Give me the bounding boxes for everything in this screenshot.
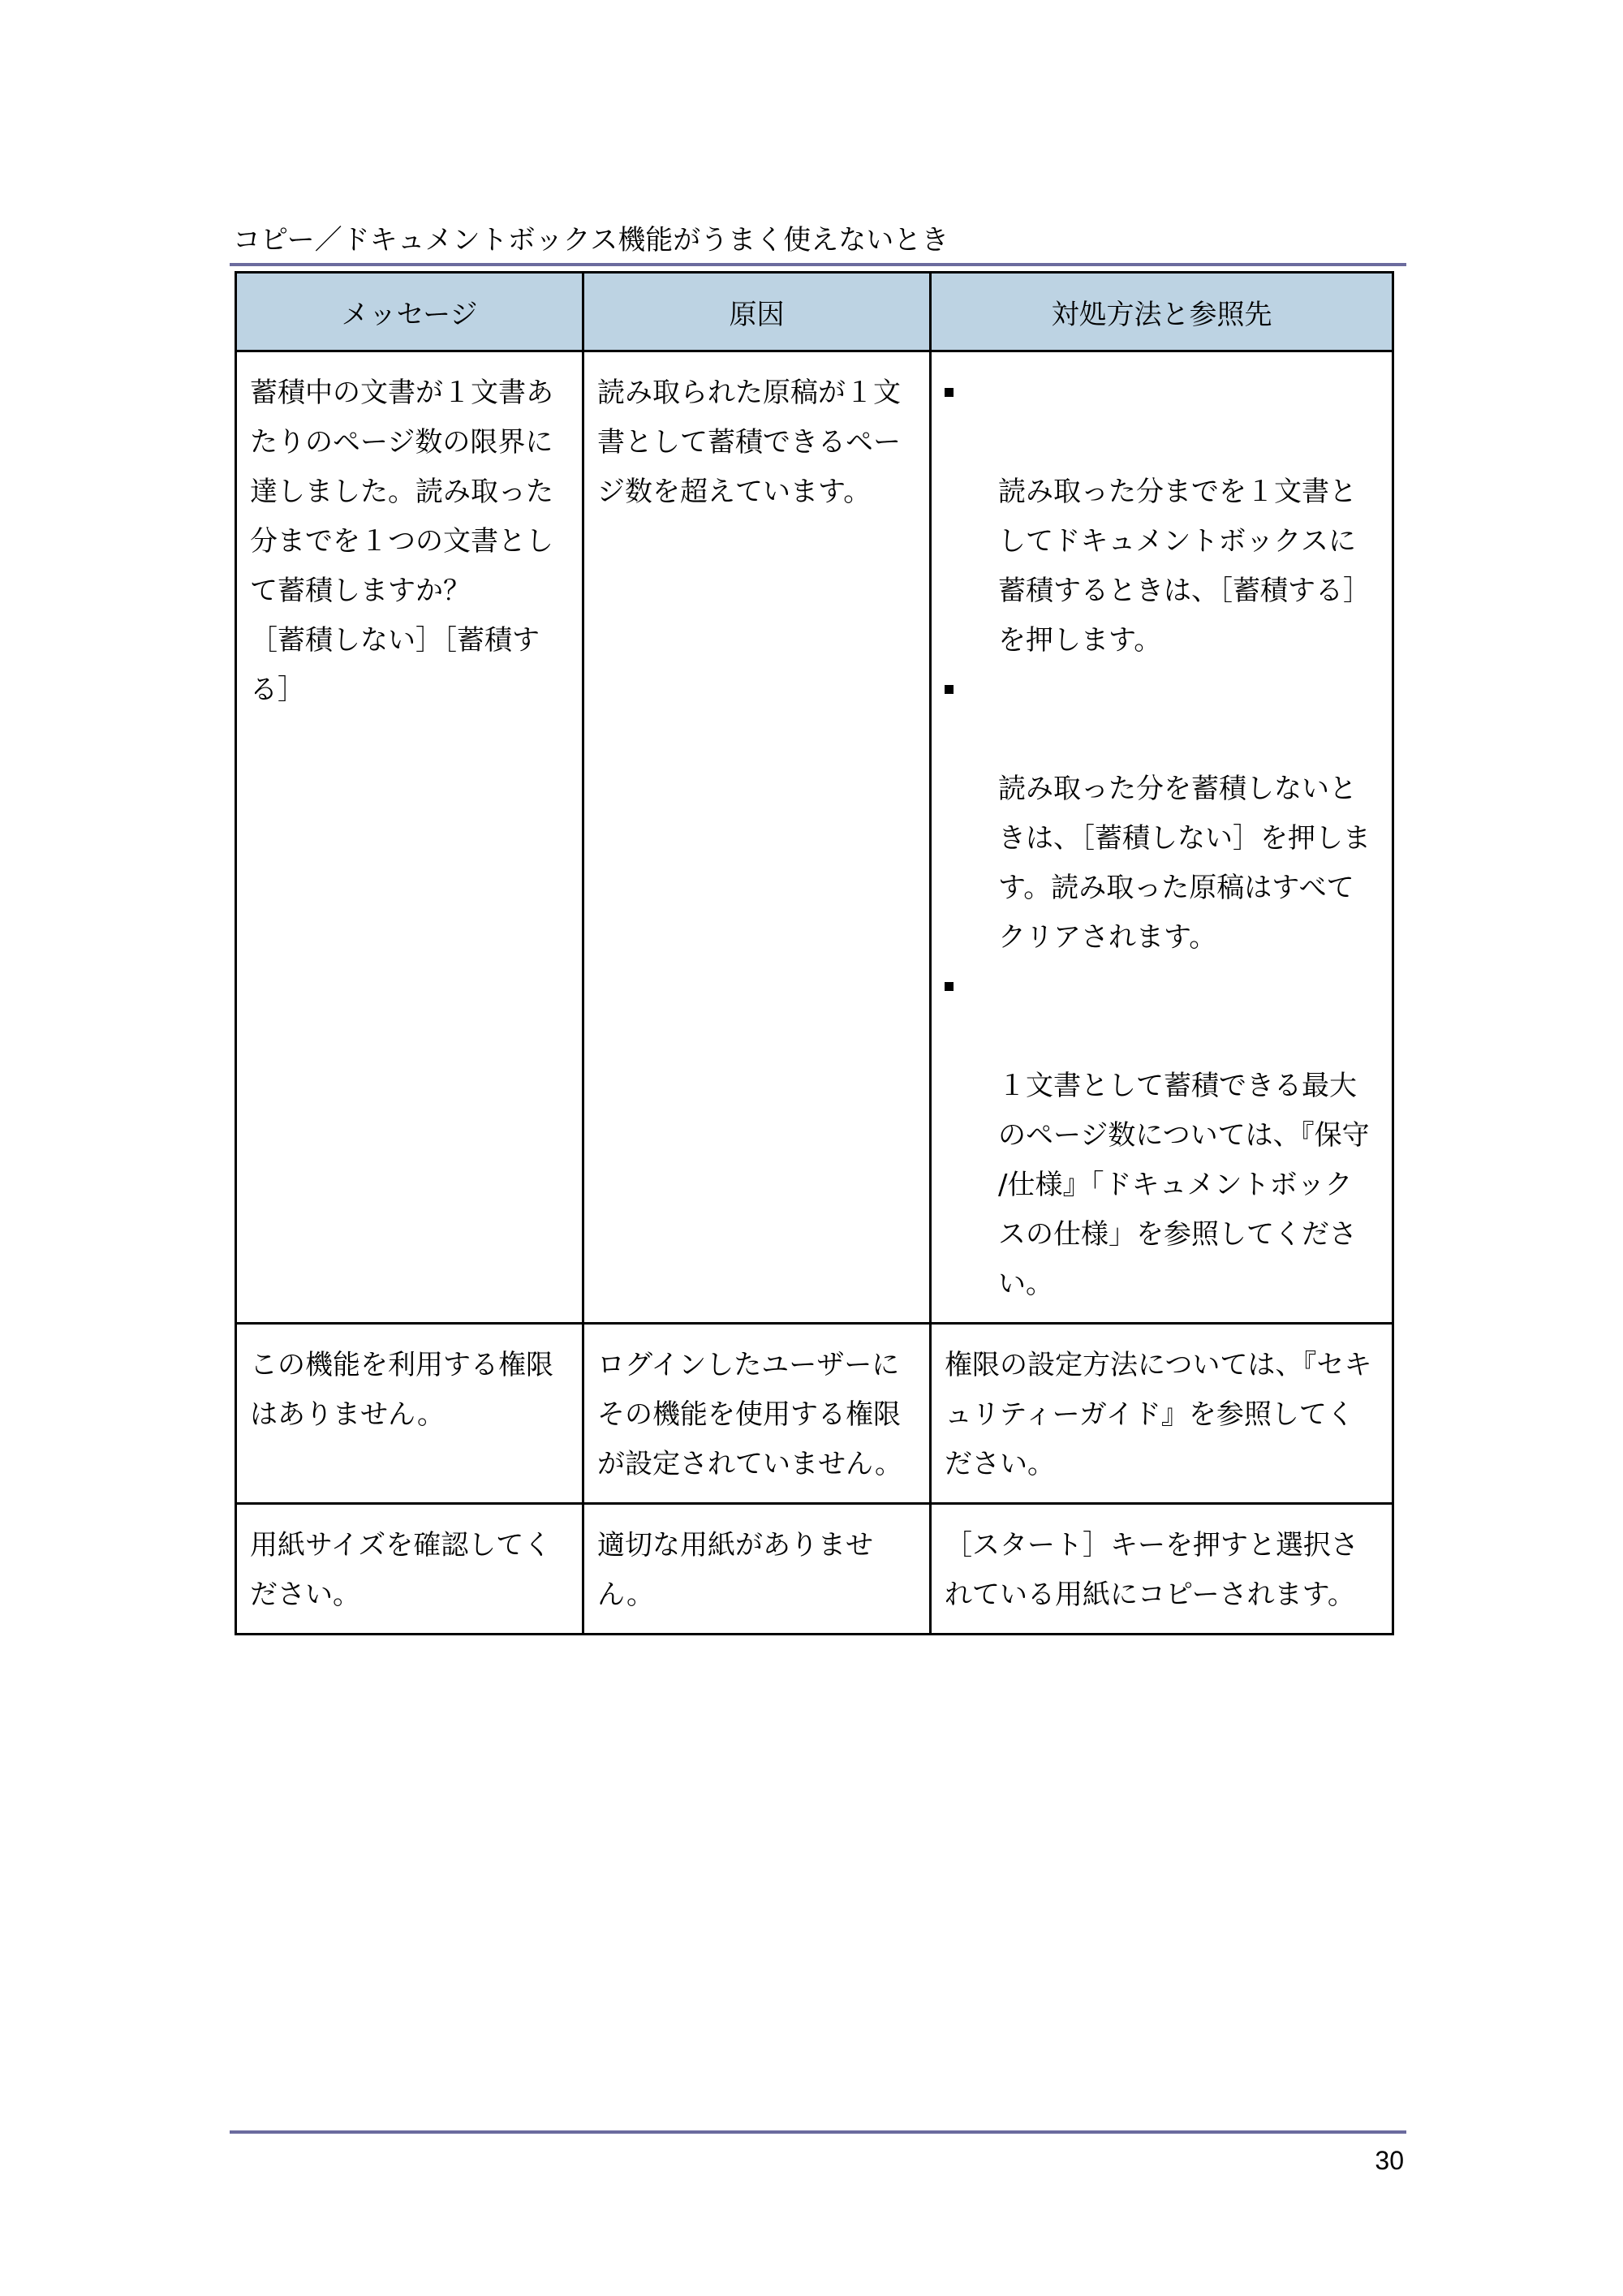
header-solution: 対処方法と参照先 [931,273,1393,351]
footer-rule [230,2130,1406,2134]
message-cell: 蓄積中の文書が１文書あ たりのページ数の限界に 達しました。読み取った 分までを１つの文書とし て蓄積しますか？ ［蓄積しない］［蓄積す る］ [236,351,583,1324]
solution-item [945,368,1382,666]
message-cell: 用紙サイズを確認してく ださい。 [236,1504,583,1635]
solution-cell: 権限の設定方法については、『セキ ュリティーガイド』を参照してく ださい。 [931,1324,1393,1504]
solution-item-text: １文書として蓄積できる最大 のページ数については、『保守 /仕様』「ドキュメントボック スの仕様」を参照してくださ い。 [998,1070,1370,1300]
cause-cell: ログインしたユーザーに その機能を使用する権限 が設定されていません。 [583,1324,931,1504]
table-header-row [236,273,1393,351]
message-cell: この機能を利用する権限 はありません。 [236,1324,583,1504]
table-row [236,351,1393,1324]
square-bullet-icon [945,388,954,397]
solution-item-text: 読み取った分までを１文書と してドキュメントボックスに 蓄積するときは、［蓄積する］ を押します。 [998,476,1371,657]
header-message: メッセージ [236,273,583,351]
solution-item-text: 読み取った分を蓄積しないと きは、［蓄積しない］を押しま す。読み取った原稿はすべて クリアされます。 [998,773,1371,954]
solution-item [945,666,1382,963]
solution-item [945,963,1382,1309]
solution-cell [931,351,1393,1324]
cause-cell: 読み取られた原稿が１文 書として蓄積できるペー ジ数を超えています。 [583,351,931,1324]
table-row [236,1504,1393,1635]
solution-list [945,368,1382,1309]
cause-cell: 適切な用紙がありませ ん。 [583,1504,931,1635]
header-cause: 原因 [583,273,931,351]
page-number: 30 [1375,2146,1404,2175]
square-bullet-icon [945,982,954,991]
section-title: コピー／ドキュメントボックス機能がうまく使えないとき [233,224,949,256]
title-rule [230,263,1406,266]
troubleshooting-table [235,271,1394,1635]
solution-cell: ［スタート］キーを押すと選択さ れている用紙にコピーされます。 [931,1504,1393,1635]
square-bullet-icon [945,685,954,694]
table-row [236,1324,1393,1504]
